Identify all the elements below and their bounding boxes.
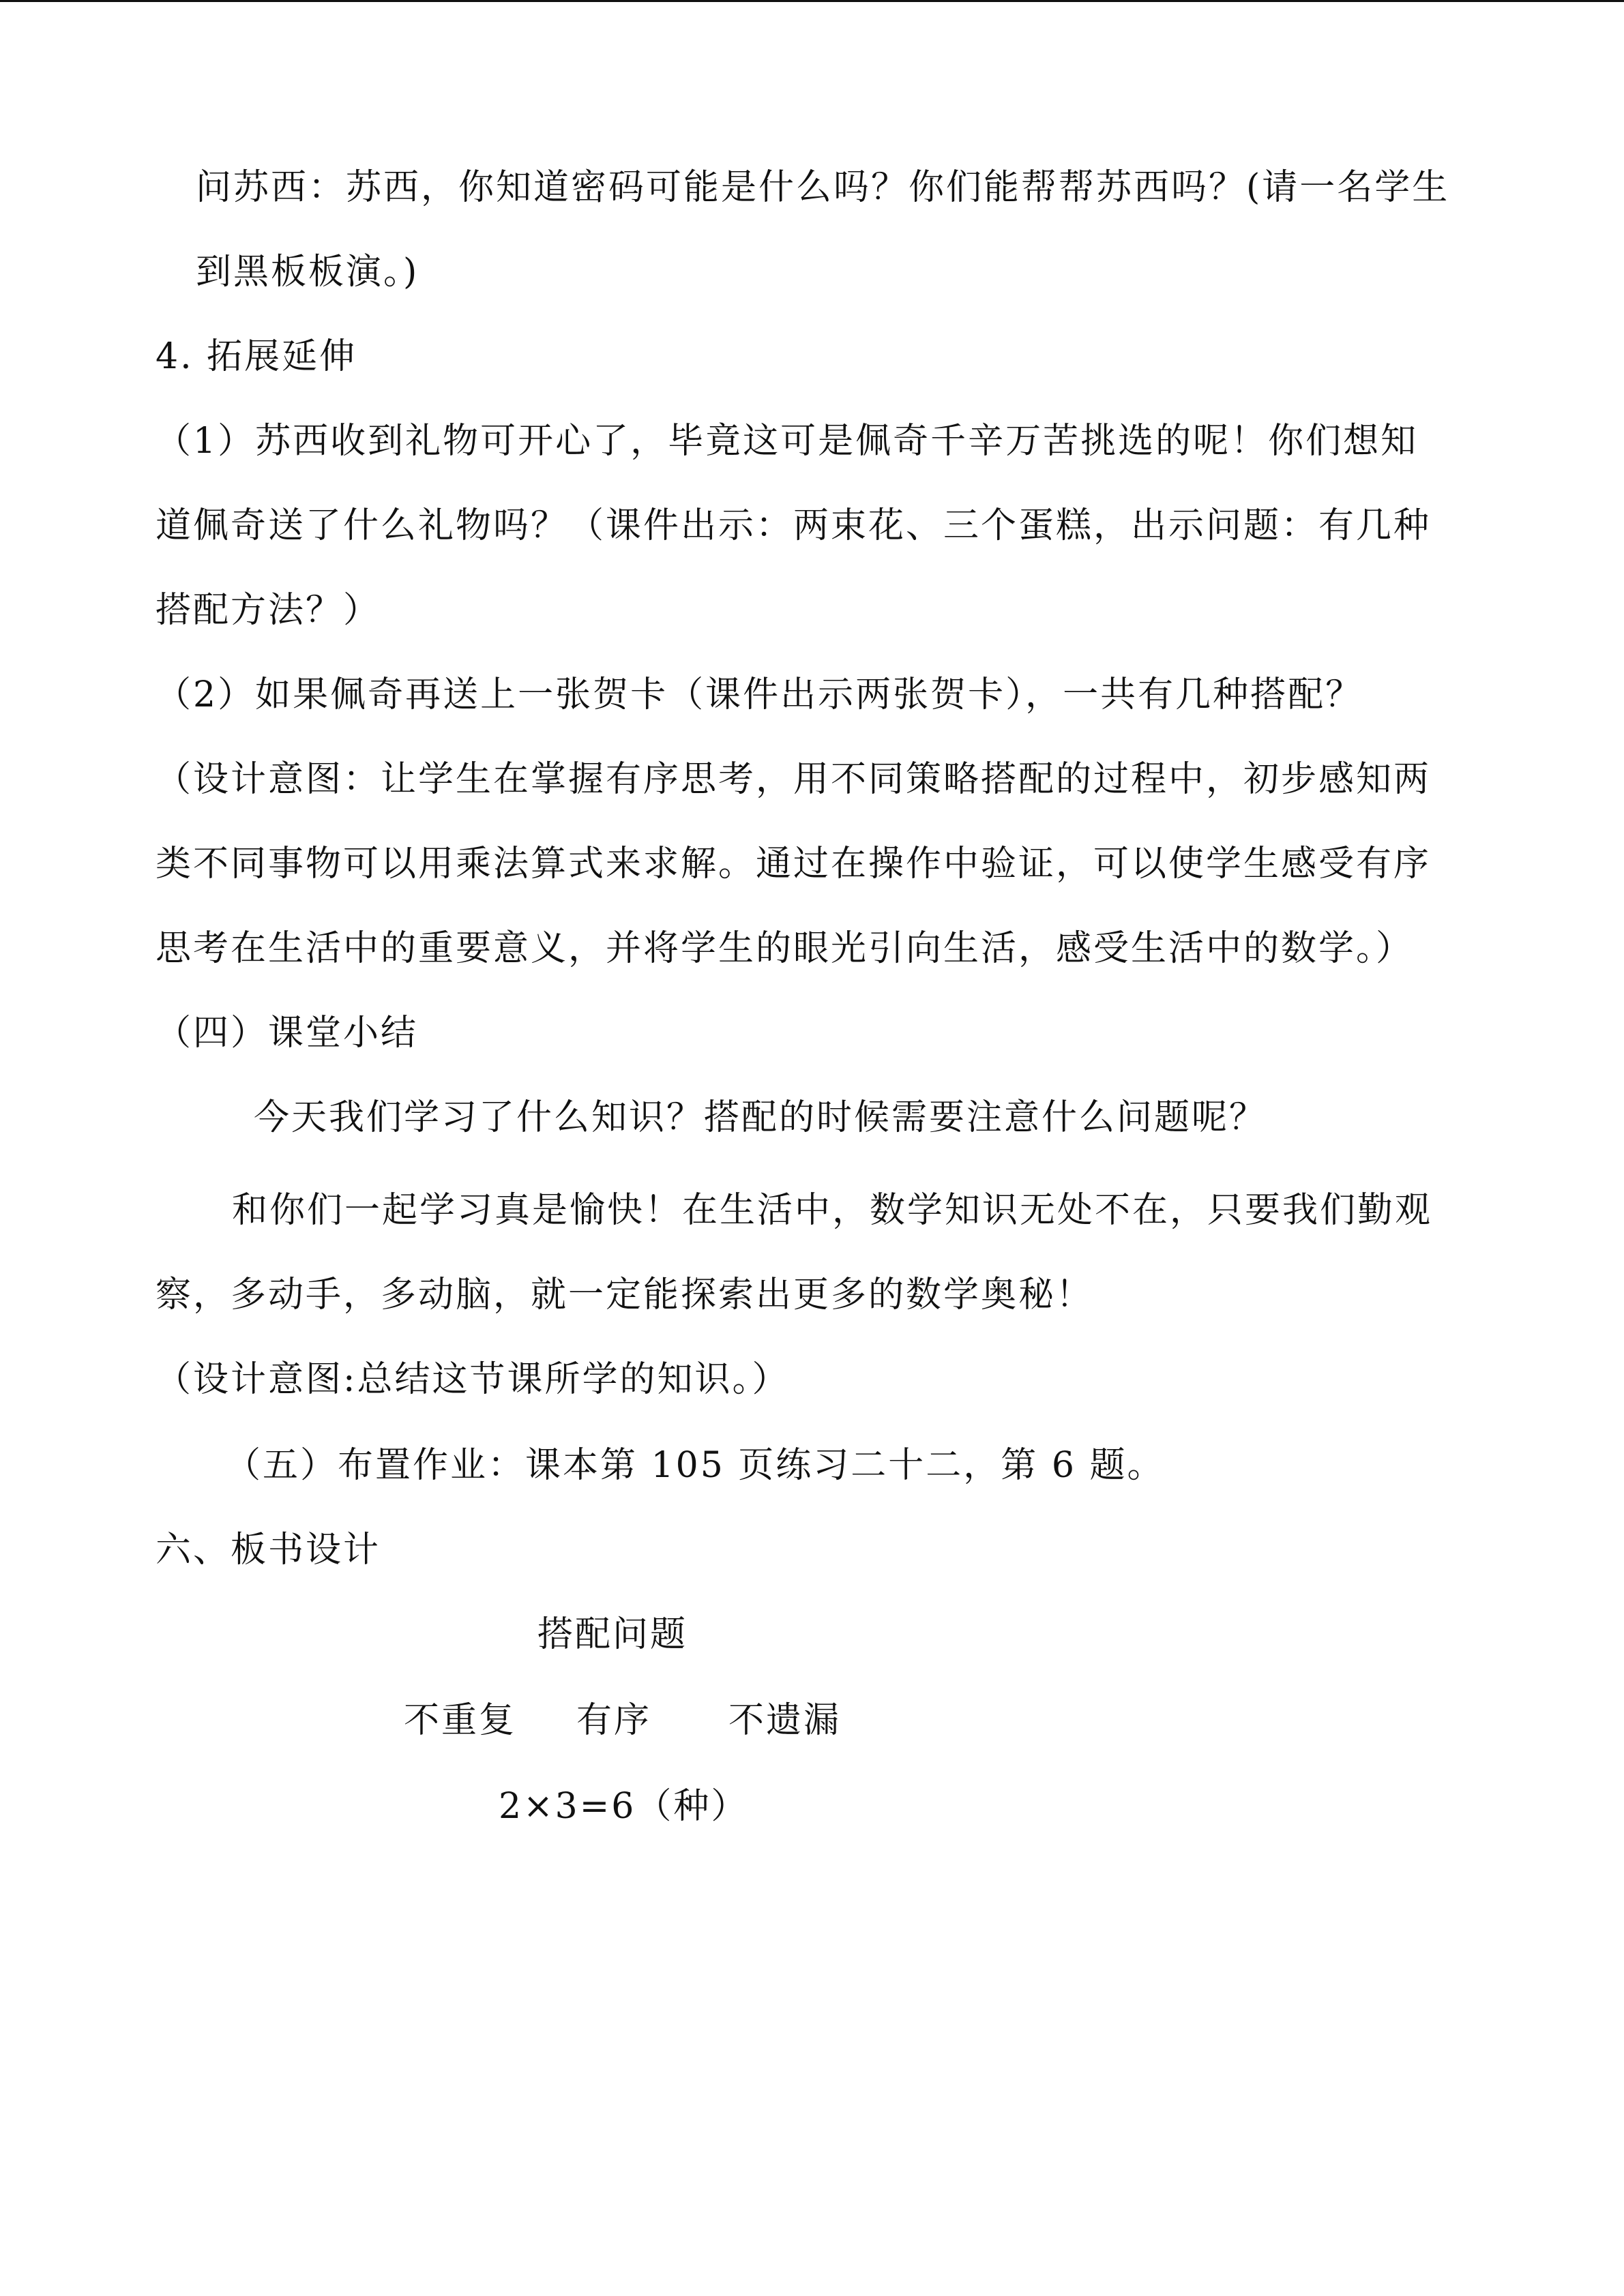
- board-title: 搭配问题: [537, 1614, 688, 1655]
- text-line: 思考在生活中的重要意义，并将学生的眼光引向生活，感受生活中的数学。）: [156, 928, 1414, 969]
- text-line: （2）如果佩奇再送上一张贺卡（课件出示两张贺卡），一共有几种搭配？: [156, 674, 1363, 715]
- section-heading: （四）课堂小结: [156, 1013, 419, 1054]
- text-line: 今天我们学习了什么知识？搭配的时候需要注意什么问题呢？: [254, 1097, 1267, 1138]
- text-line: （设计意图:总结这节课所学的知识。）: [156, 1359, 790, 1400]
- text-line: 类不同事物可以用乘法算式来求解。通过在操作中验证，可以使学生感受有序: [156, 844, 1432, 884]
- board-keyword: 有序: [576, 1700, 652, 1741]
- text-line: 到黑板板演。): [196, 252, 419, 293]
- text-line: 道佩奇送了什么礼物吗？（课件出示：两束花、三个蛋糕，出示问题：有几种: [156, 505, 1432, 546]
- section-heading: 4. 拓展延伸: [156, 336, 357, 377]
- text-line: 问苏西：苏西，你知道密码可能是什么吗？你们能帮帮苏西吗？(请一名学生: [196, 167, 1450, 208]
- text-line: 察，多动手，多动脑，就一定能探索出更多的数学奥秘！: [156, 1274, 1094, 1315]
- text-line: （1）苏西收到礼物可开心了，毕竟这可是佩奇千辛万苦挑选的呢！你们想知: [156, 421, 1419, 462]
- text-line: 搭配方法？）: [156, 590, 381, 631]
- text-line: 和你们一起学习真是愉快！在生活中，数学知识无处不在，只要我们勤观: [232, 1190, 1433, 1231]
- section-heading: （五）布置作业：课本第 105 页练习二十二，第 6 题。: [225, 1445, 1165, 1486]
- board-formula: 2×3=6（种）: [499, 1786, 749, 1827]
- text-line: （设计意图：让学生在掌握有序思考，用不同策略搭配的过程中，初步感知两: [156, 759, 1432, 800]
- section-heading: 六、板书设计: [156, 1530, 381, 1570]
- board-keyword: 不重复: [404, 1700, 517, 1741]
- board-keyword: 不遗漏: [728, 1700, 842, 1741]
